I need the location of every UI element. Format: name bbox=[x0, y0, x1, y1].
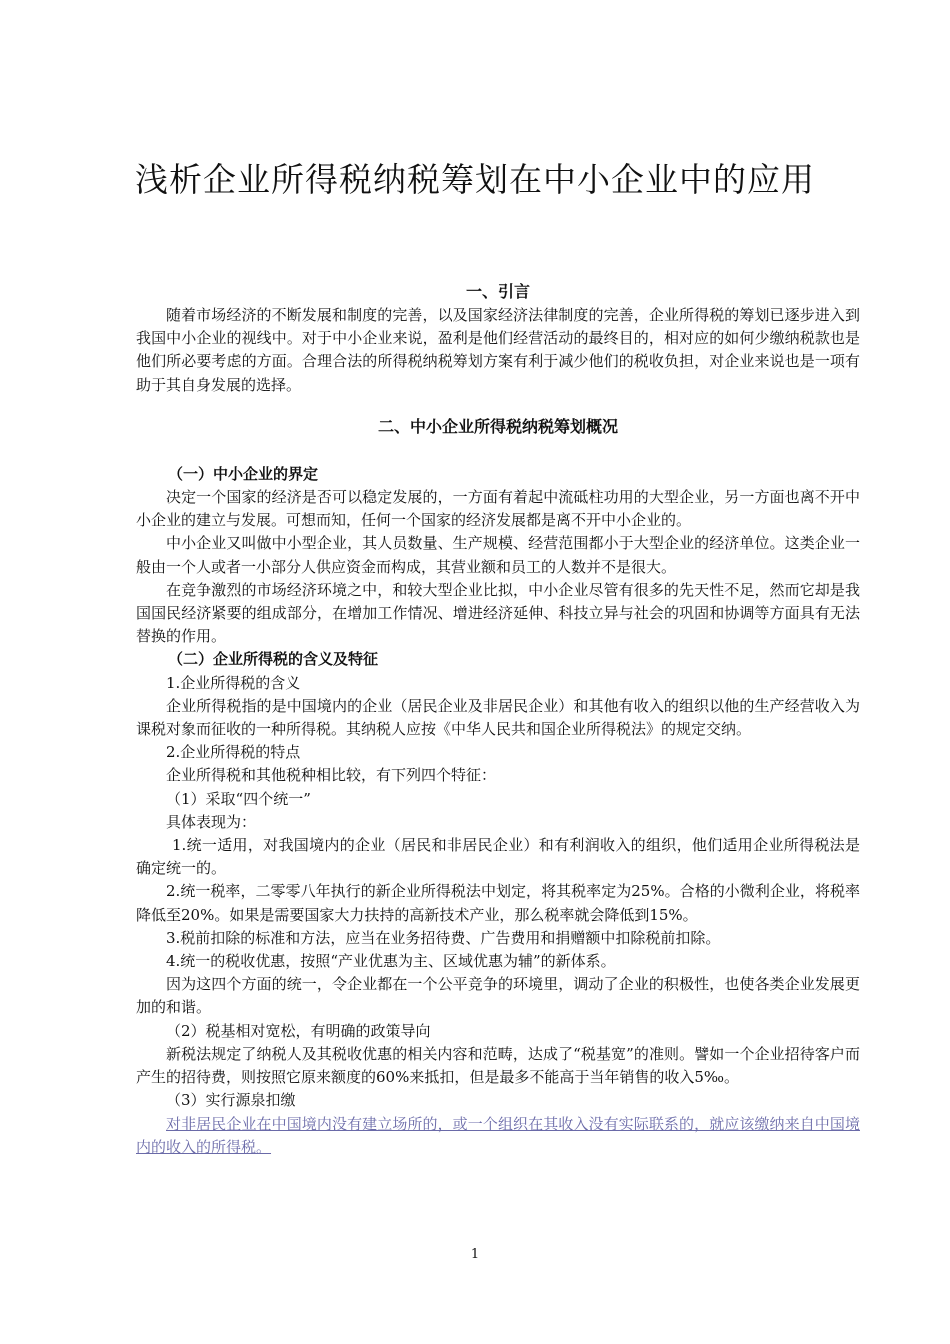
paragraph: 企业所得税指的是中国境内的企业（居民企业及非居民企业）和其他有收入的组织以他的生产经营收入为课税对象而征收的一种所得税。其纳税人应按《中华人民共和国企业所得税法》的规定交纳。 bbox=[136, 696, 860, 739]
paragraph: 4.统一的税收优惠，按照“产业优惠为主、区域优惠为辅”的新体系。 bbox=[166, 952, 616, 971]
document-title: 浅析企业所得税纳税筹划在中小企业中的应用 bbox=[135, 160, 815, 199]
paragraph: （3）实行源泉扣缴 bbox=[166, 1091, 296, 1110]
paragraph: 随着市场经济的不断发展和制度的完善，以及国家经济法律制度的完善，企业所得税的筹划已逐步进入到我国中小企业的视线中。对于中小企业来说，盈利是他们经营活动的最终目的，相对应的如何少缴纳税款也是他们所必要考虑的方面。合理合法的所得税纳税筹划方案有利于减少他们的税收负担，对企业来说也是一项有助于其自身发展的选择。 bbox=[136, 306, 860, 394]
hyperlink-paragraph[interactable]: 对非居民企业在中国境内没有建立场所的，或一个组织在其收入没有实际联系的，就应该缴纳来自中国境内的收入的所得税。 bbox=[136, 1114, 860, 1156]
subsection-heading-tax-meaning: （二）企业所得税的含义及特征 bbox=[168, 650, 379, 669]
paragraph: 2.企业所得税的特点 bbox=[166, 743, 301, 762]
paragraph: 2.统一税率，二零零八年执行的新企业所得税法中划定，将其税率定为25%。合格的小微利企业，将税率降低至20%。如果是需要国家大力扶持的高新技术产业，那么税率就会降低到15%。 bbox=[136, 882, 860, 924]
paragraph: 企业所得税和其他税种相比较，有下列四个特征： bbox=[166, 766, 497, 785]
paragraph: 3.税前扣除的标准和方法，应当在业务招待费、广告费用和捐赠额中扣除税前扣除。 bbox=[166, 928, 721, 947]
paragraph: 因为这四个方面的统一，令企业都在一个公平竞争的环境里，调动了企业的积极性，也使各类企业发展更加的和谐。 bbox=[136, 975, 860, 1017]
paragraph: 具体表现为： bbox=[166, 812, 257, 831]
paragraph: 新税法规定了纳税人及其税收优惠的相关内容和范畴，达成了“税基宽”的准则。譬如一个企业招待客户而产生的招待费，则按照它原来额度的60%来抵扣，但是最多不能高于当年销售的收入5‰。 bbox=[136, 1044, 860, 1087]
page-number: 1 bbox=[470, 1247, 480, 1262]
section-heading-overview: 二、中小企业所得税纳税筹划概况 bbox=[377, 416, 618, 436]
paragraph: 中小企业又叫做中小型企业，其人员数量、生产规模、经营范围都小于大型企业的经济单位。这类企业一般由一个人或者一小部分人供应资金而构成，其营业额和员工的人数并不是很大。 bbox=[136, 534, 860, 576]
paragraph: 决定一个国家的经济是否可以稳定发展的，一方面有着起中流砥柱功用的大型企业，另一方面也离不开中小企业的建立与发展。可想而知，任何一个国家的经济发展都是离不开中小企业的。 bbox=[136, 488, 860, 530]
paragraph: 在竞争激烈的市场经济环境之中，和较大型企业比拟，中小企业尽管有很多的先天性不足，然而它却是我国国民经济紧要的组成部分，在增加工作情况、增进经济延伸、科技立异与社会的巩固和协调等方面具有无法替换的作用。 bbox=[136, 580, 860, 646]
paragraph: 1.企业所得税的含义 bbox=[166, 673, 301, 692]
subsection-heading-definition: （一）中小企业的界定 bbox=[168, 464, 319, 483]
paragraph: （1）采取“四个统一” bbox=[166, 789, 311, 808]
paragraph: （2）税基相对宽松，有明确的政策导向 bbox=[166, 1021, 431, 1040]
paragraph: 1.统一适用，对我国境内的企业（居民和非居民企业）和有利润收入的组织，他们适用企业所得税法是确定统一的。 bbox=[136, 836, 860, 878]
document-body bbox=[136, 280, 860, 1159]
section-heading-introduction: 一、引言 bbox=[465, 282, 530, 301]
